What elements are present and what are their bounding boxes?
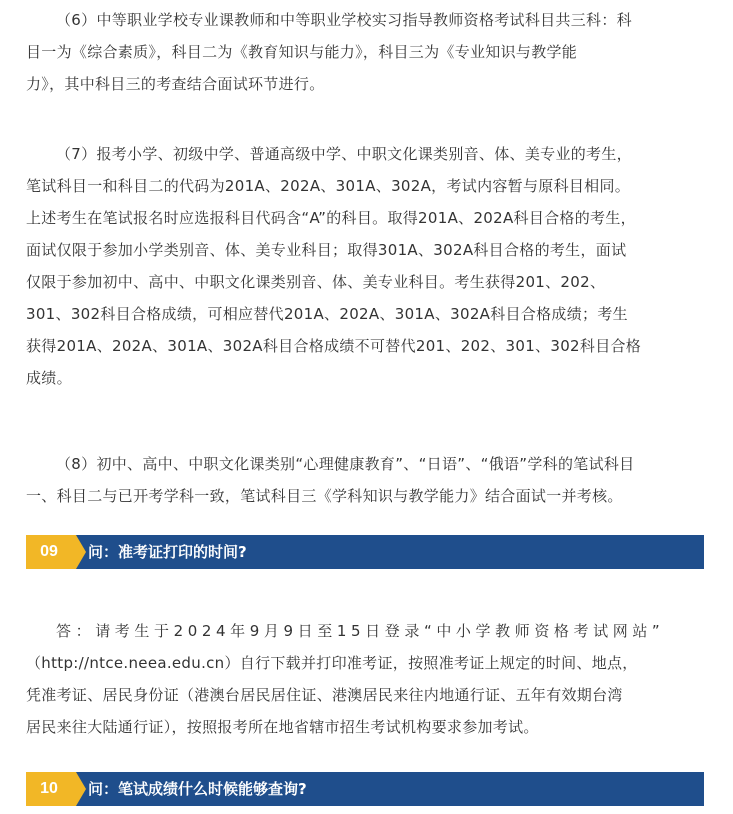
- paragraph-item-6: [26, 4, 706, 100]
- paragraph-line: 仅限于参加初中、高中、中职文化课类别音、体、美专业科目。考生获得201、202、: [26, 273, 606, 291]
- paragraph-line: 上述考生在笔试报名时应选报科目代码含“A”的科目。取得201A、202A科目合格的考生，: [26, 209, 636, 227]
- paragraph-line: 居民来往大陆通行证），按照报考所在地省辖市招生考试机构要求参加考试。: [26, 718, 539, 736]
- paragraph-line: 力》，其中科目三的考查结合面试环节进行。: [26, 75, 325, 93]
- paragraph-line: 笔试科目一和科目二的代码为201A、202A、301A、302A，考试内容暂与原科目相同。: [26, 177, 631, 195]
- answer-paragraph: [26, 615, 706, 743]
- question-number: 09: [40, 543, 58, 560]
- paragraph-line: 面试仅限于参加小学类别音、体、美专业科目；取得301A、302A科目合格的考生，面试: [26, 241, 627, 259]
- paragraph-line: 成绩。: [26, 369, 72, 387]
- question-title: 问：准考证打印的时间?: [88, 543, 247, 561]
- paragraph-line: 一、科目二与已开考学科一致，笔试科目三《学科知识与教学能力》结合面试一并考核。: [26, 487, 623, 505]
- paragraph-line: （8）初中、高中、中职文化课类别“心理健康教育”、“日语”、“俄语”学科的笔试科目: [56, 455, 635, 473]
- paragraph-line: 获得201A、202A、301A、302A科目合格成绩不可替代201、202、301、302科目合格: [26, 337, 642, 355]
- question-header-09: [26, 535, 704, 569]
- paragraph-item-7: [26, 138, 706, 394]
- question-header-10: [26, 772, 704, 806]
- paragraph-item-8: [26, 448, 706, 512]
- question-number: 10: [40, 780, 58, 797]
- paragraph-line: 目一为《综合素质》，科目二为《教育知识与能力》，科目三为《专业知识与教学能: [26, 43, 578, 61]
- question-title: 问：笔试成绩什么时候能够查询?: [88, 780, 307, 798]
- paragraph-line: 凭准考证、居民身份证（港澳台居民居住证、港澳居民来往内地通行证、五年有效期台湾: [26, 686, 623, 704]
- paragraph-line: （http://ntce.neea.edu.cn）自行下载并打印准考证，按照准考证上规定的时间、地点，: [26, 654, 638, 672]
- paragraph-line: （6）中等职业学校专业课教师和中等职业学校实习指导教师资格考试科目共三科：科: [56, 11, 632, 29]
- paragraph-line: （7）报考小学、初级中学、普通高级中学、中职文化课类别音、体、美专业的考生，: [56, 145, 632, 163]
- paragraph-line: 答：请考生于2024年9月9日至15日登录“中小学教师资格考试网站”: [56, 622, 665, 640]
- paragraph-line: 301、302科目合格成绩，可相应替代201A、202A、301A、302A科目合格成绩；考生: [26, 305, 628, 323]
